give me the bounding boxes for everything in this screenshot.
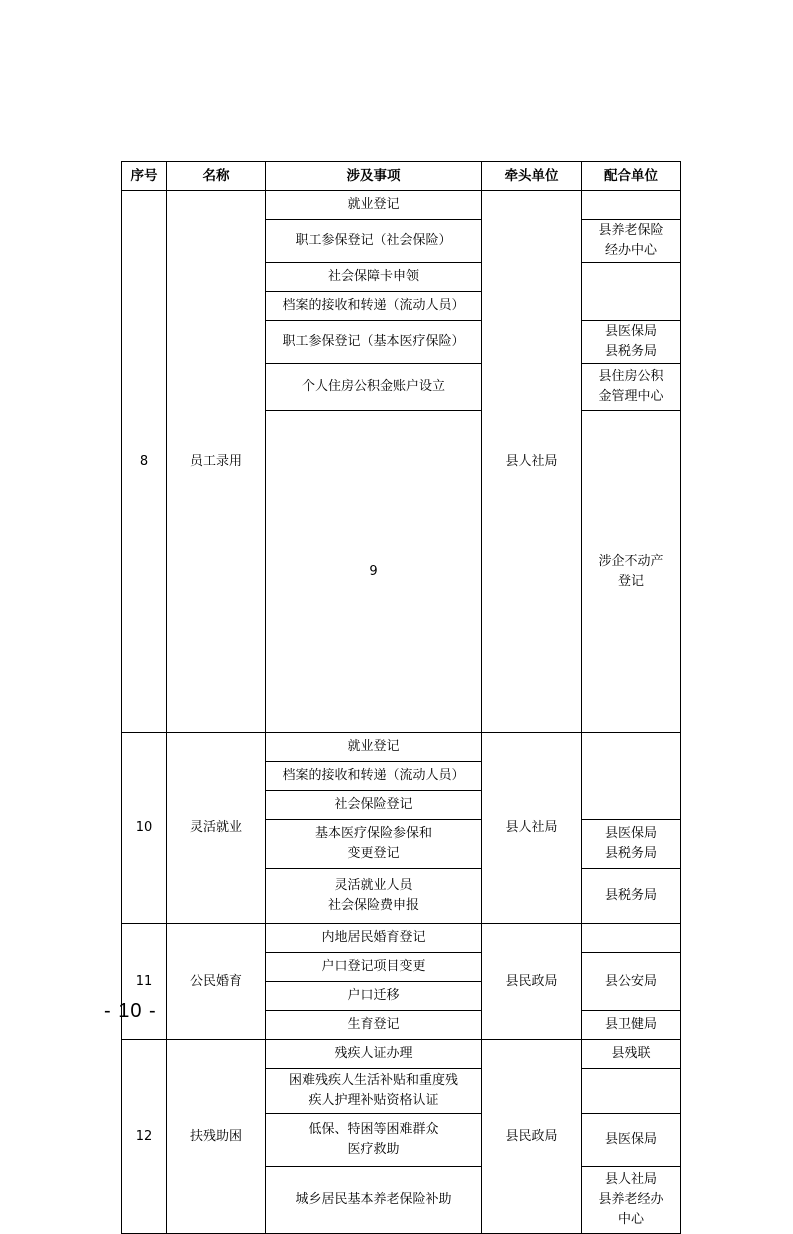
matter-cell: 就业登记 — [266, 733, 482, 762]
lead-unit-cell: 县人社局 — [482, 733, 582, 924]
group-seq: 8 — [122, 191, 167, 733]
coop-unit-cell: 县医保局 县税务局 — [582, 820, 681, 869]
matter-cell: 职工参保登记（基本医疗保险） — [266, 321, 482, 364]
header-coop: 配合单位 — [582, 162, 681, 191]
coop-unit-cell: 县人社局 县养老经办 中心 — [582, 1167, 681, 1234]
header-name: 名称 — [167, 162, 266, 191]
table-row — [122, 733, 681, 762]
matter-cell: 社会保障卡申领 — [266, 263, 482, 292]
group-name: 公民婚育 — [167, 924, 266, 1040]
group-seq: 12 — [122, 1040, 167, 1234]
matter-cell: 就业登记 — [266, 191, 482, 220]
header-seq: 序号 — [122, 162, 167, 191]
coop-unit-cell — [582, 1069, 681, 1114]
coop-unit-cell — [582, 733, 681, 820]
coop-unit-cell — [582, 263, 681, 321]
header-matter: 涉及事项 — [266, 162, 482, 191]
table-header-row — [122, 162, 681, 191]
coop-unit-cell: 县医保局 — [582, 1114, 681, 1167]
matter-cell: 个人住房公积金账户设立 — [266, 364, 482, 411]
lead-unit-cell: 县人社局 — [482, 191, 582, 733]
lead-unit-cell: 县民政局 — [482, 924, 582, 1040]
matter-cell: 户口登记项目变更 — [266, 953, 482, 982]
matter-cell: 档案的接收和转递（流动人员） — [266, 762, 482, 791]
coop-unit-cell — [582, 924, 681, 953]
matter-cell: 社会保险登记 — [266, 791, 482, 820]
matter-cell: 内地居民婚育登记 — [266, 924, 482, 953]
matter-cell: 户口迁移 — [266, 982, 482, 1011]
coop-unit-cell: 县税务局 — [582, 869, 681, 924]
group-seq: 10 — [122, 733, 167, 924]
header-lead: 牵头单位 — [482, 162, 582, 191]
group-seq: 9 — [266, 411, 482, 733]
matter-cell: 低保、特困等困难群众 医疗救助 — [266, 1114, 482, 1167]
coop-unit-cell: 县住房公积 金管理中心 — [582, 364, 681, 411]
matter-cell: 城乡居民基本养老保险补助 — [266, 1167, 482, 1234]
coop-unit-cell: 县医保局 县税务局 — [582, 321, 681, 364]
service-items-table — [121, 161, 681, 1234]
coop-unit-cell: 县卫健局 — [582, 1011, 681, 1040]
matter-cell: 生育登记 — [266, 1011, 482, 1040]
coop-unit-cell: 县公安局 — [582, 953, 681, 1011]
table-row — [122, 1040, 681, 1069]
group-name: 灵活就业 — [167, 733, 266, 924]
matter-cell: 档案的接收和转递（流动人员） — [266, 292, 482, 321]
matter-cell: 基本医疗保险参保和 变更登记 — [266, 820, 482, 869]
matter-cell: 残疾人证办理 — [266, 1040, 482, 1069]
lead-unit-cell: 县民政局 — [482, 1040, 582, 1234]
coop-unit-cell: 县养老保险 经办中心 — [582, 220, 681, 263]
matter-cell: 灵活就业人员 社会保险费申报 — [266, 869, 482, 924]
group-name: 涉企不动产 登记 — [582, 411, 681, 733]
coop-unit-cell — [582, 191, 681, 220]
matter-cell: 困难残疾人生活补贴和重度残 疾人护理补贴资格认证 — [266, 1069, 482, 1114]
group-seq: 11 — [122, 924, 167, 1040]
group-name: 扶残助困 — [167, 1040, 266, 1234]
group-name: 员工录用 — [167, 191, 266, 733]
table-row — [122, 191, 681, 220]
table-row — [122, 924, 681, 953]
coop-unit-cell: 县残联 — [582, 1040, 681, 1069]
page-number: - 10 - — [104, 1000, 157, 1022]
matter-cell: 职工参保登记（社会保险） — [266, 220, 482, 263]
